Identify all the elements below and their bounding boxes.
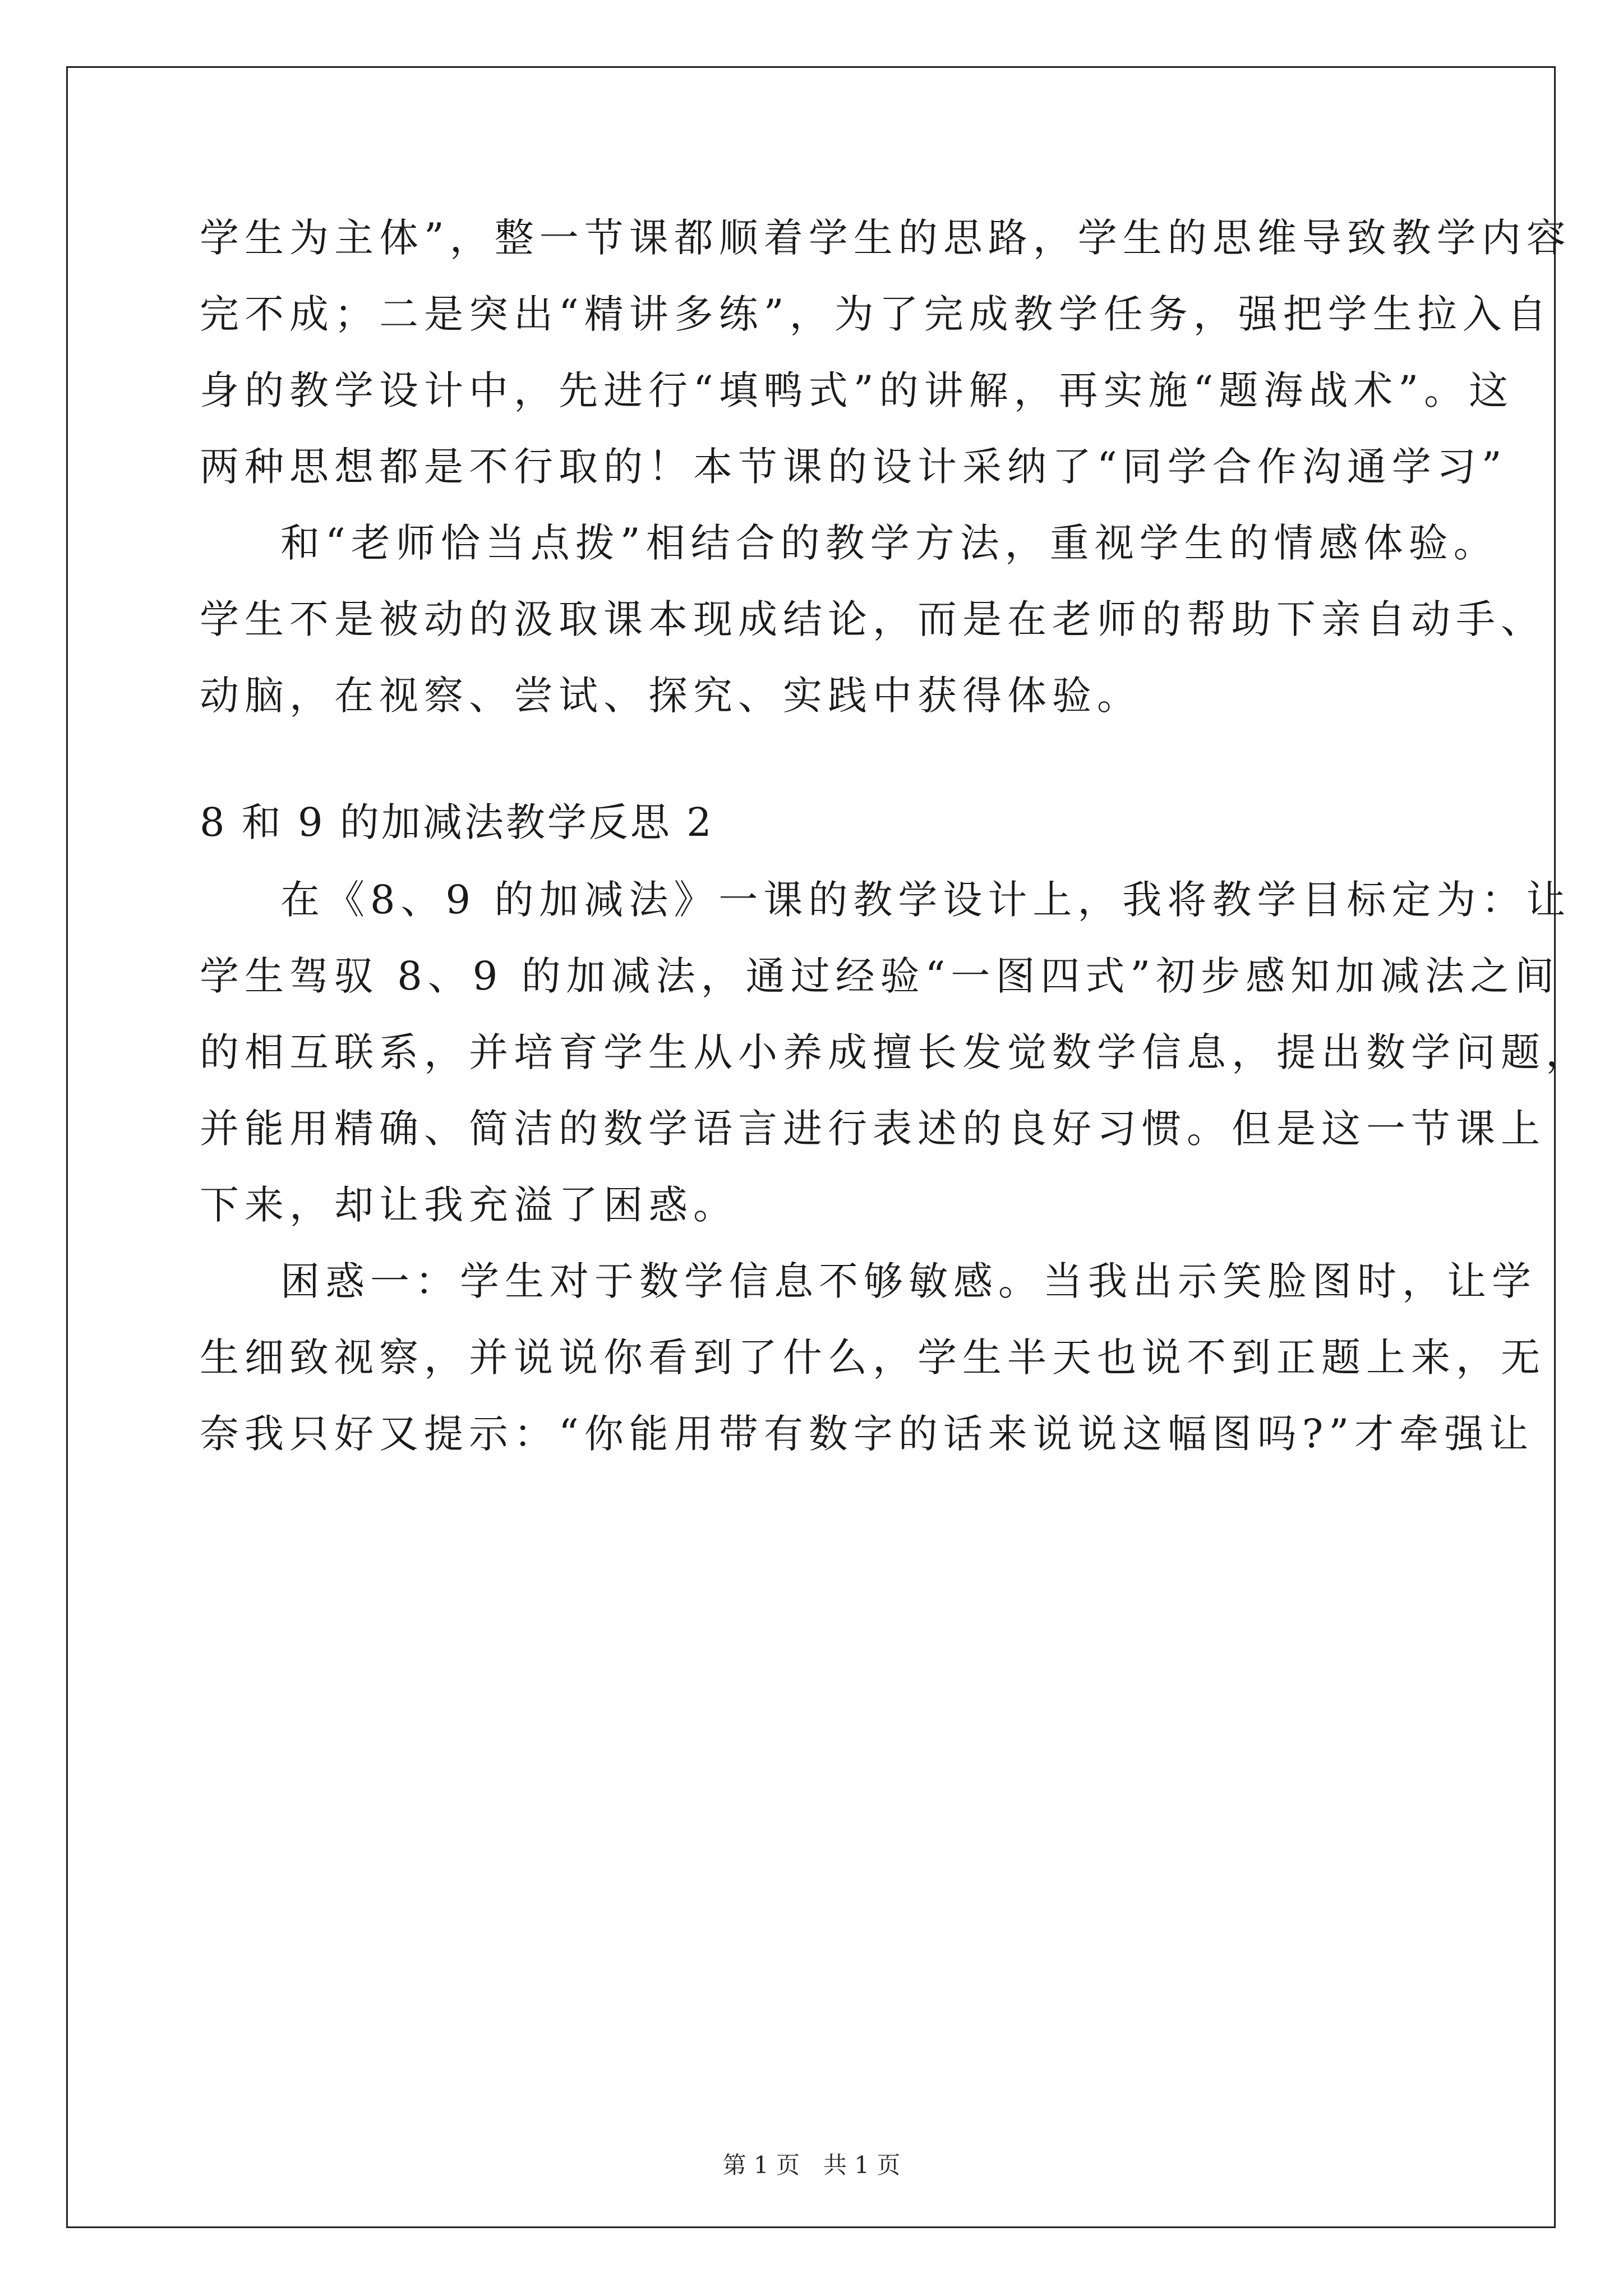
paragraph-line: 学生驾驭 8、9 的加减法，通过经验“一图四式”初步感知加减法之间 [200,953,1560,999]
paragraph-line: 奈我只好又提示：“你能用带有数字的话来说说这幅图吗?”才牵强让 [200,1411,1534,1457]
paragraph-line: 下来，却让我充溢了困惑。 [200,1182,738,1228]
paragraph-line: 动脑，在视察、尝试、探究、实践中获得体验。 [200,673,1142,719]
paragraph-line: 学生为主体”，整一节课都顺着学生的思路，学生的思维导致教学内容 [200,215,1571,261]
paragraph-line: 身的教学设计中，先进行“填鸭式”的讲解，再实施“题海战术”。这 [200,367,1514,413]
paragraph-line: 并能用精确、简洁的数学语言进行表述的良好习惯。但是这一节课上 [200,1106,1546,1152]
paragraph-line: 的相互联系，并培育学生从小养成擅长发觉数学信息，提出数学问题， [200,1029,1590,1075]
section-heading: 8 和 9 的加减法教学反思 2 [200,799,714,845]
paragraph-line: 完不成；二是突出“精讲多练”，为了完成教学任务，强把学生拉入自 [200,291,1552,337]
paragraph-line: 和“老师恰当点拨”相结合的教学方法，重视学生的情感体验。 [280,520,1498,566]
paragraph-line: 学生不是被动的汲取课本现成结论，而是在老师的帮助下亲自动手、 [200,596,1546,642]
paragraph-line: 困惑一：学生对于数学信息不够敏感。当我出示笑脸图时，让学 [280,1258,1537,1304]
page-footer: 第 1 页 共 1 页 [722,2151,901,2179]
paragraph-line: 在《8、9 的加减法》一课的教学设计上，我将教学目标定为：让 [280,877,1571,923]
paragraph-line: 生细致视察，并说说你看到了什么，学生半天也说不到正题上来，无 [200,1335,1546,1381]
paragraph-line: 两种思想都是不行取的！本节课的设计采纳了“同学合作沟通学习” [200,444,1507,490]
